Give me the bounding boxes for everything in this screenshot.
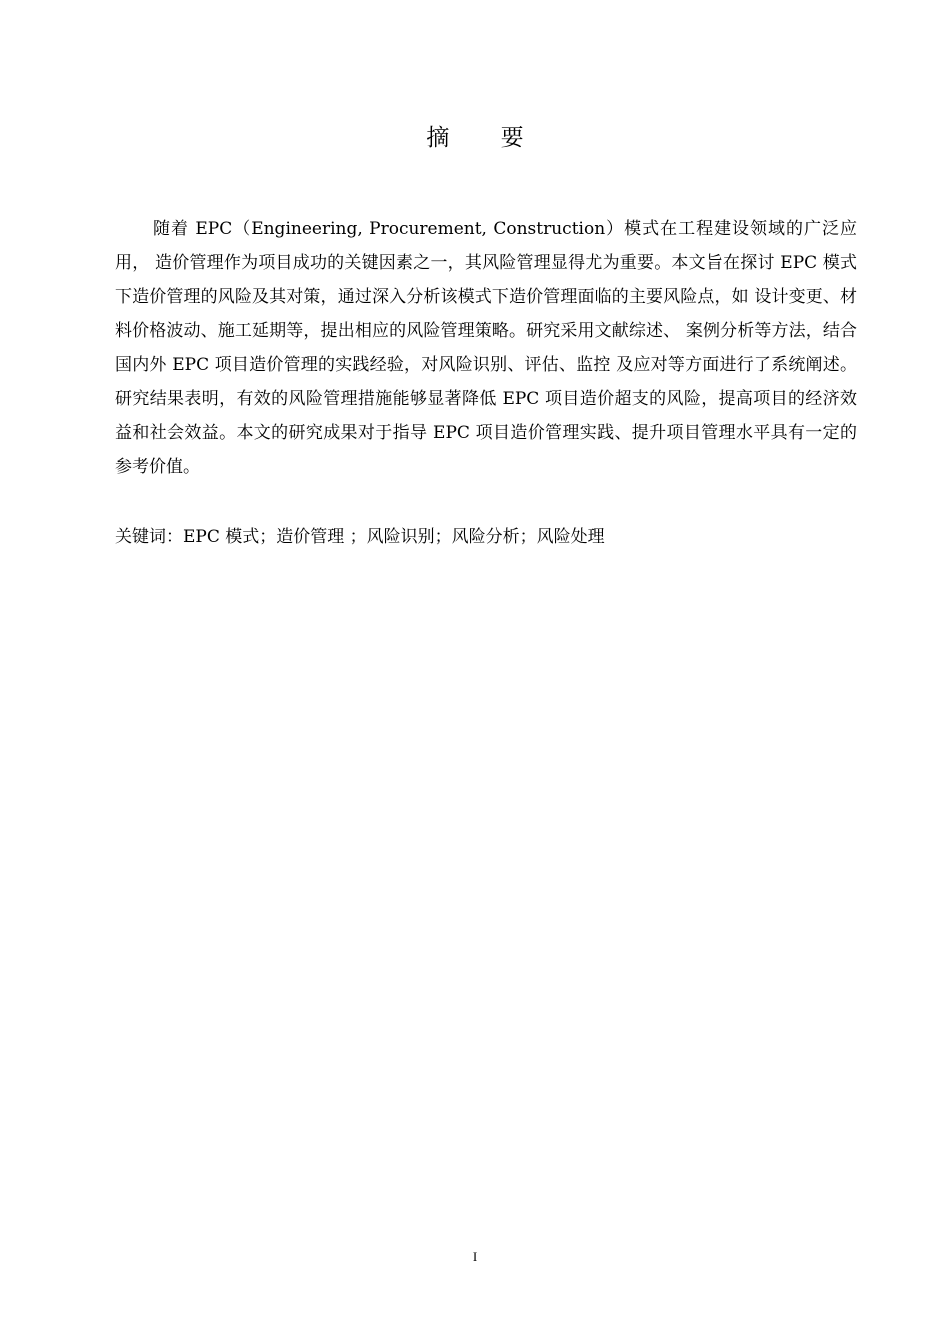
keywords-label: 关键词： <box>115 527 183 547</box>
abstract-body: 随着 EPC（Engineering, Procurement, Construction）模式在工程建设领域的广泛应用， 造价管理作为项目成功的关键因素之一，其风险管理显得尤为重要。本文旨在探讨 EPC 模式下造价管理的风险及其对策，通过深入分析该模式下造价管理面临的主要风险点，如 设计变更、材料价格波动、施工延期等，提出相应的风险管理策略。研究采用文献综述、 案例分析等方法，结合国内外 EPC 项目造价管理的实践经验，对风险识别、评估、监控 及应对等方面进行了系统阐述。研究结果表明，有效的风险管理措施能够显著降低 EPC 项目造价超支的风险，提高项目的经济效益和社会效益。本文的研究成果对于指导 EPC 项目造价管理实践、提升项目管理水平具有一定的参考价值。 <box>115 219 857 477</box>
page-number: I <box>472 1249 478 1264</box>
keywords-line <box>115 522 857 552</box>
keywords-text: EPC 模式；造价管理 ；风险识别；风险分析；风险处理 <box>183 527 605 547</box>
abstract-title: 摘 要 <box>426 125 546 151</box>
